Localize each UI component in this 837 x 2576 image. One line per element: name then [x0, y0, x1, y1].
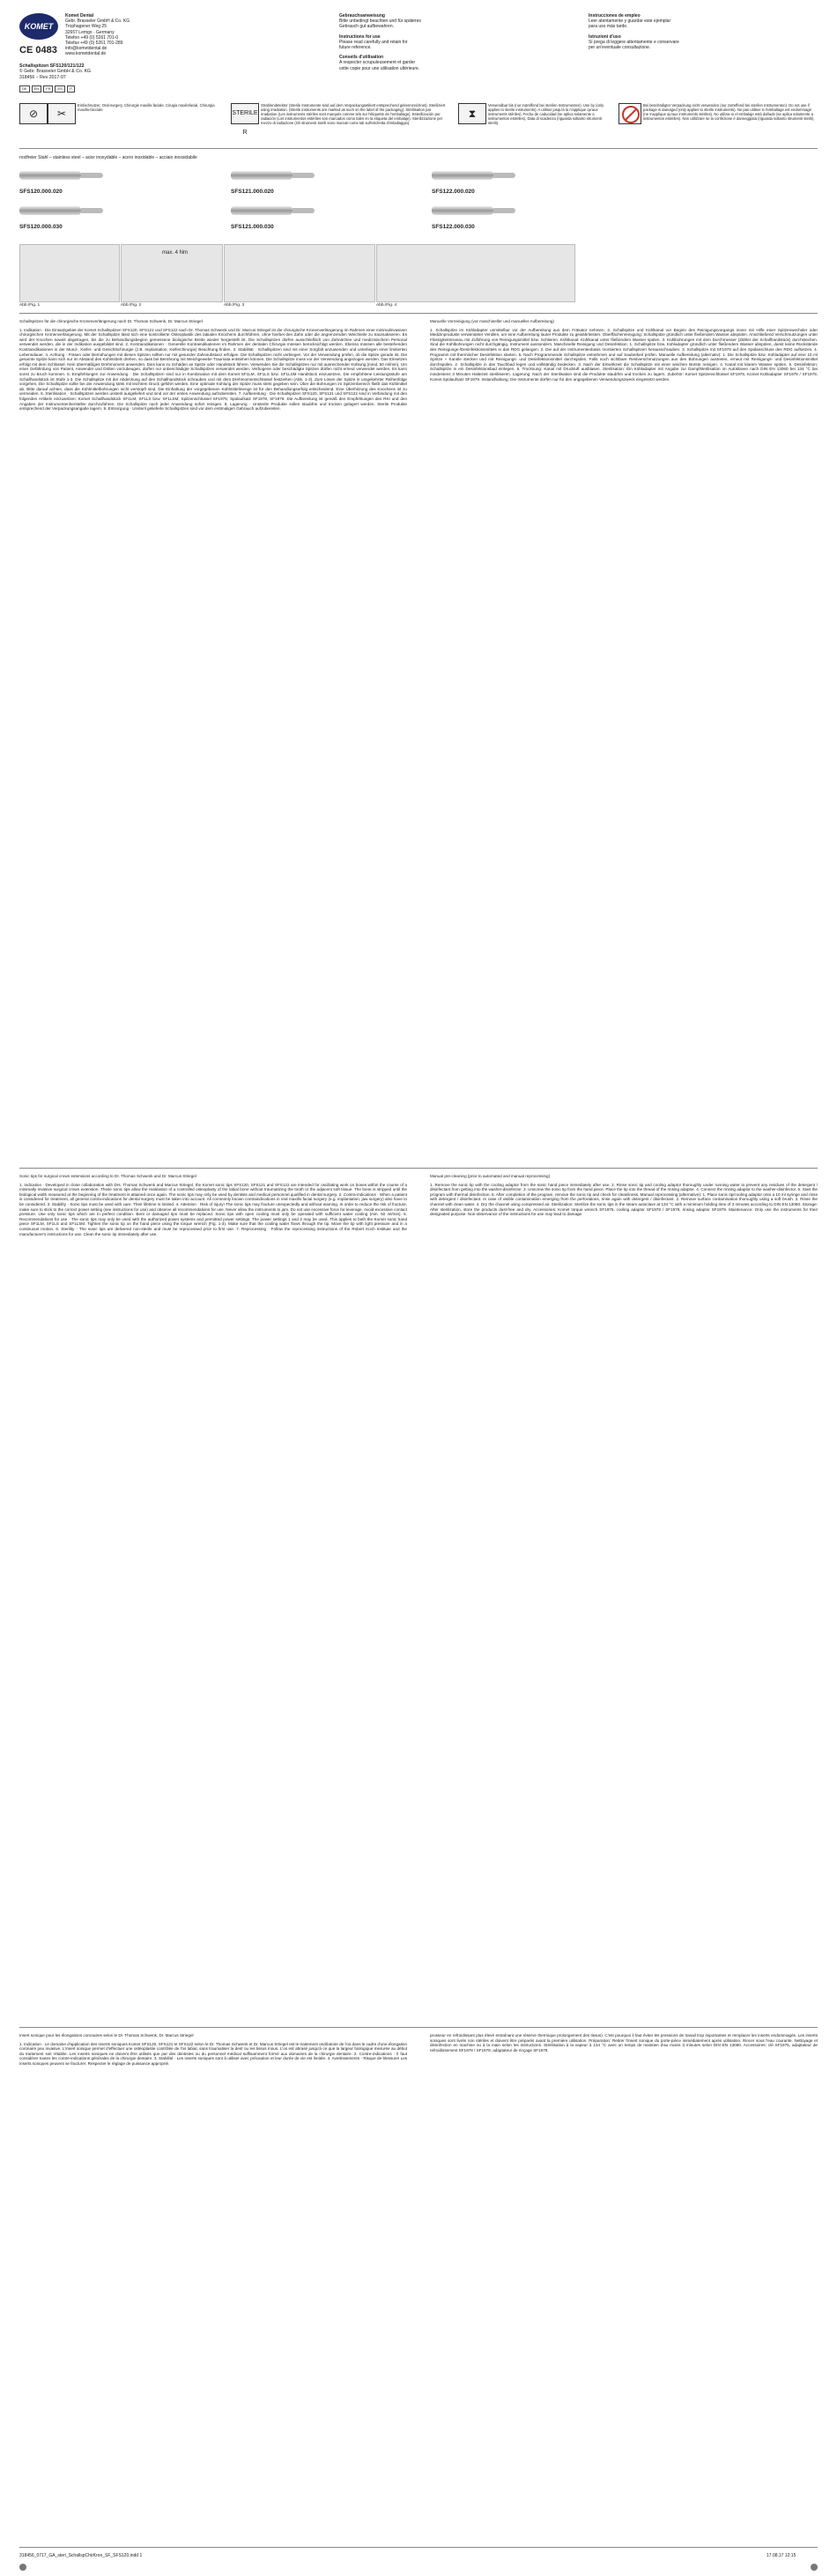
doc-note: future reference. — [339, 45, 372, 51]
symbol-text-surgery: Einfachnutzer, Oral-surgery, Chirurgie maxillo-faciale, Cirugia maxilofacial, Chirurgia maxillo-facciale — [78, 103, 215, 112]
language-code: FR — [43, 85, 53, 93]
section-body: 1. Indikation · Die Einsatzgebiet der Komet Schallspitzen SFS120, SFS121 und SFS122 nach Dr. Thomas Schwenk und Dr. Marcus Striegel ist die chirurgische Kronenverlängerung im Rahmen einer minimalinvasiven chirurgischen Kronenverlängerung. Mit der Schallspitze lässt sich eine kontrollierte Osteoplastik des labialen Knochens durchführen, ohne hierbei den Zahn oder die angrenzenden Weichteile zu traumatisieren. Es wird der Knochen soweit abgetragen, bis die zu Behandlungsbeginn gemessene biologische Breite wieder hergestellt ist. Die Schallspitzen dürfen ausschließlich von Zahnärzten und medizinischem Personal verwendet werden, die in der Indikation ausgebildet sind. 2. Kontraindikationen · Generelle Kontraindikationen im Rahmen der dentalen Chirurgie müssen berücksichtigt werden. Ebenso müssen alle bestehenden Kontraindikationen in der Mund-, Kiefer- und Gesichtschirurgie (z.B. Implantation, Kieferchirurgie) Beachtung finden. 3. Stabilität · Schallspitzen sind mit einer Sorgfalt anzuwenden und unterliegen einer limitierten Lebensdauer. 4. Achtung · Fräsen oder Bemühungen mit diesen Spitzen sollten nur mit gesunder Zahnsubstanz erfolgen. Die Schallspitzen nicht verbiegen. Vor der Verwendung prüfen, ob die Spitze gerade ist. Die gesamte Spitze kann sich nur im Abstand des Kühlmittels drehen, so dass bei Berührung mit Weichgewebe Traumata entstehen können. Die Schallspitze muss vor der Verwendung angezogen werden. Das Einsetzen erfolgt mit dem Schlüssel. Kein übermäßiges Drehmoment anwenden. Dies kann zu Schäden an Spitze oder Handstück führen. Verwenden Sie die Schallspitzen nur mit ausreichender Kühlung (mind. 50 ml/min). Um einer Gefährdung von Patient, Anwender und Dritten vorzubeugen, dürfen nur unbeschädigte Schallspitzen verwendet werden. Verbogene oder beschädigte Spitzen dürfen nicht erneut verwendet werden. Es kann sonst zu Bruch kommen. 5. Empfehlungen zur Anwendung · Die Schallspitzen sind nur in Kombination mit dem Komet SF1LM, SF1LS bzw. SF1LSM Handstück einzusetzen. Die empfohlene Leistungsstufe am Schallhandstück ist Stufe 1-3. Die Schallspitze mit der Abdeckung auf den Schallhandstück schrauben und mit dem Drehmomentschlüssel festziehen (Abb. 1-3). Zum Lösen der Spitze in umgekehrter Reihenfolge vorgehen. Die Schallspitze sollte bei der Anwendung stets mit leichtem Druck geführt werden. Eine optimale Kühlung der Spitze muss stets gegeben sein. Über die Bohrungen im Spitzenbereich fließt das Kühlmittel ab. Bitte darauf achten, dass die Kühlmittelbohrungen nicht verstopft sind. Die Einhaltung der vorgegebenen Kühlmittelmenge ist für den Behandlungserfolg entscheidend. Eine Überhitzung des Knochens ist zu vermeiden. 6. Sterilisation · Schallspitzen werden unsteril ausgeliefert und sind vor der ersten Anwendung aufzubereiten. 7. Aufbereitung · Die Schallspitzen SFS120, SFS121 und SFS122 sind in Verbindung mit den folgenden Artikeln einzusetzen: Komet Schallhandstück SF1LM, SF1LS bzw. SF1LSM; Spitzenschlüssel SF1975; Spülaufsatz SF1978, SF1979. Die Aufbereitung ist gemäß den Empfehlungen des RKI und den Angaben der Instrumentenhersteller durchzuführen. Die Schallspitze nach jeder Anwendung sofort reinigen. 8. Lagerung · Unsterile Produkte sollen staubfrei und trocken gelagert werden. Sterile Produkte entsprechend der Verpackungsangabe lagern. 9. Entsorgung · Unsteril gelieferte Schallspitzen sind vor dem erstmaligen Gebrauch aufzubereiten. — [19, 327, 407, 412]
product-line: 318456 – Rev 2017-07 — [19, 74, 66, 80]
surgery-icon: ✂ — [48, 103, 76, 124]
company-line: Telefax +49 (0) 5261 701-289 — [65, 41, 123, 47]
section-body: 1. Indication · Developed in close collaboration with Drs. Thomas Schwenk and Marcus Striegel, the Komet sonic tips SFS120, SFS121 and SFS122 are intended for oscillating work on bones within the course of a minimally invasive surgical crown extension. These sonic tips allow the realization of a controlled osteoplasty of the labial bone without traumatizing the tooth or the adjacent soft tissue. The bone is stripped until the biological width measured at the beginning of the treatment is attained once again. The sonic tips may only be used by dentists and medical personnel qualified in dental surgery. 2. Contra-indications · When a patient is considered for treatment, all general contra-indications for dental surgery must be taken into account. All commonly known contraindications in oral maxillo facial surgery (e.g. implantation, jaw surgery) also have to be considered. 3. Stability · Sonic tips must be used with care. Their lifetime is limited. 4. Attention · Risk of injury! The sonic tips may fracture unexpectedly and without warning. In order to reduce the risk of fracture, make sure to stick to the correct power setting (see instructions for use) and observe all recommendations for use. Never allow the instruments to jam. Do not use excessive force for leverage. Avoid excessive contact pressure. Use only sonic tips which are in perfect condition. Bent or damaged tips must be replaced. Sonic tips with open cooling must only be operated with sufficient water cooling (min. 50 ml/min). 5. Recommendations for use · The sonic tips may only be used with the authorized power systems and permitted power settings. The power settings 1 and 2 may be used. This applies to both the Komet sonic hand piece SF1LM, SF1LS and SF1LSM. Tighten the sonic tip on the hand piece using the torque wrench (Fig. 1-3). Make sure that the cooling water flows through the tip. Move the tip with light pressure and in a continuous motion. 6. Sterility · The sonic tips are delivered non-sterile and must be reprocessed prior to first use. 7. Reprocessing · Follow the reprocessing instructions of the Robert Koch Institute and the manufacturer's instructions for use. Clean the sonic tip immediately after use. — [19, 1182, 407, 1236]
doc-note: Bitte unbedingt beachten und für späteres — [339, 19, 421, 25]
section-fr-left — [19, 2033, 407, 2067]
symbol-text-use-by: Verwendbar bis (nur zutreffend bei sterilen Instrumenten). Use by (only applies to sterile instruments). A utiliser jusqu'à la n'applique qu'aux instruments stériles). Fecha de caducidad (se aplica solamente a instrumentos estériles). Data di scadenza (riguarda soltanto strumenti sterili). — [488, 103, 604, 125]
footer-date: 17.08.17 12:15 — [767, 2553, 796, 2558]
tool-code: SFS121.000.030 — [231, 224, 274, 230]
tool-code: SFS122.000.020 — [432, 189, 475, 195]
tool-code: SFS120.000.030 — [19, 224, 63, 230]
language-code: ES — [55, 85, 64, 93]
figure-label: Abb./Fig. 3 — [224, 303, 245, 308]
company-line: www.kometdental.de — [65, 51, 107, 57]
sterile-r-icon: STERILE R — [231, 103, 259, 124]
figure-4-image — [376, 244, 575, 302]
company-line: 32657 Lemgo · Germany — [65, 29, 115, 35]
figure-overlay-text: max. 4 Nm — [162, 250, 189, 256]
hourglass-icon: ⧗ — [458, 103, 486, 124]
doc-note: para uso más tarde. — [589, 24, 628, 30]
section-title: Manuelle Vorreinigung (vor maschineller und manueller Aufbereitung) — [430, 319, 554, 323]
doc-note: per un'eventuale consultazione. — [589, 45, 651, 51]
figure-label: Abb./Fig. 2 — [121, 303, 142, 308]
sonic-tip-image — [432, 166, 520, 187]
logo-text: KOMET — [24, 22, 54, 31]
tool-code: SFS121.000.020 — [231, 189, 274, 195]
figure-1-image — [19, 244, 120, 302]
figure-3-image — [224, 244, 375, 302]
doc-note: Leer atentamente y guardar este ejemplar — [589, 19, 671, 25]
section-en-left — [19, 1174, 407, 1236]
company-line: Komet Dental — [65, 13, 94, 19]
company-line: info@kometdental.de — [65, 46, 107, 52]
language-code: DE — [19, 85, 30, 93]
doc-title-de: Gebrauchsanweisung — [339, 13, 385, 19]
symbol-text-sterile: Strahlendetektor (Sterile Instrumente sind auf dem Verpackungsetikett entsprechend gekennzeichnet). Steriliziert using irradiation. (Sterile instruments are marked as such on the label of the packaging). Stérilisation par irradiation (Les instruments stériles sont marqués comme tels sur l'étiquette de l'emballage). Esterilización por radiación (Los instrumentos estériles son marcados como tales en la etiqueta del embalaje). Sterilizzazione per mezzo di radiazione (Gli strumenti sterili sono marcati come tali sull'etichetta d'imballaggio). — [261, 103, 446, 125]
damaged-package-icon — [618, 103, 641, 124]
sonic-tip-image — [231, 201, 319, 222]
section-en-right — [430, 1174, 818, 1217]
symbol-text-damaged: Bei beschädigter Verpackung nicht verwenden (nur zutreffend bei sterilen Instrumenten). Do not use if package is damaged (only applies to sterile instruments). Ne pas utiliser si l'emballage est endommagé (ne s'applique qu'aux instruments stériles). No utilizar si el embalaje está dañado (se aplica solamente a instrumentos estériles). Non utilizzare se la confezione è danneggiata (riguarda soltanto strumenti sterili). — [643, 103, 815, 121]
registration-dot — [811, 2564, 818, 2571]
divider — [19, 2547, 818, 2548]
doc-note: A respecter scrupuleusement et garder — [339, 60, 416, 66]
section-title: Schallspitzen für die chirurgische Kronenverlängerung nach Dr. Thomas Schwenk, Dr. Marcus Striegel — [19, 319, 203, 323]
product-line: Schallspitzen SFS120/121/122 — [19, 63, 85, 69]
doc-title-en: Instructions for use — [339, 33, 381, 40]
divider — [19, 1168, 818, 1169]
language-code: IT — [67, 85, 76, 93]
doc-note: Please read carefully and retain for — [339, 39, 408, 45]
tool-code: SFS122.000.030 — [432, 224, 475, 230]
product-info — [19, 63, 91, 80]
figure-2-image — [121, 244, 223, 302]
section-body: 1. Remove the sonic tip with the cooling adaptor from the sonic hand piece immediately after use. 2. Rinse sonic tip and cooling adaptor thoroughly under running water to prevent any residues of the detergent / disinfectant from getting into the washer-disinfector. 3. Unscrew the sonic tip from the hand piece. Place the tip into the thread of the rinsing adaptor. 4. Connect the rinsing adaptor to the washer-disinfector. 5. Start the program with thermal disinfection. 6. After completion of the program, remove the sonic tip and check for cleanliness. Manual reprocessing (alternative): 1. Place sonic tip/cooling adaptor onto a 10 ml syringe and rinse with detergent / disinfectant. In case of visible contamination emerging from the perforations, rinse again with detergent / disinfectant. 2. Remove surface contamination thoroughly using a soft brush. 3. Rinse the channel with clean water. 4. Dry the channel using compressed air. Sterilization: Sterilize the sonic tips in the steam autoclave at 134 °C with a minimum holding time of 3 minutes according to DIN EN 13060. Storage: After sterilization, store the products dust-free and dry. Accessories: Komet torque wrench SF1975, cooling adaptor SF1978 / SF1979, rinsing adaptor SF1979. Maintenance: Only use the instruments for their designated purpose. Non-observance of the instructions for use may lead to damage. — [430, 1182, 818, 1217]
ce-mark: CE 0483 — [19, 45, 57, 56]
figure-label: Abb./Fig. 1 — [19, 303, 41, 308]
doc-note: Gebrauch gut aufbewahren. — [339, 24, 394, 30]
komet-logo — [19, 13, 58, 40]
section-title: Manual pre-cleaning (prior to automated and manual reprocessing) — [430, 1174, 551, 1178]
doc-title-es: Instrucciones de empleo — [589, 13, 641, 19]
material-text: rostfreier Stahl – stainless steel – acier inoxydable – acero inoxidable – acciaio inossidabile — [19, 155, 197, 160]
sonic-tip-image — [231, 166, 319, 187]
company-line: Trophagener Weg 25 — [65, 24, 107, 30]
company-line: Telefon +49 (0) 5261 701-0 — [65, 34, 119, 41]
language-code: EN — [32, 85, 42, 93]
section-body: prosseur en refroidissant plus élevé entraînant une réserve thermique prolongement des tissus). C'est pourquoi il faut éviter les pressions de travail trop importantes et remplacer les inserts endommagés. Les inserts soniques sont livrés non stériles et doivent être préparés avant la première utilisation. Préparation: Retirer l'insert sonique du porte-pièce immédiatement après utilisation. Rincer sous l'eau courante. Nettoyage et désinfection en machine ou à la main selon les instructions. Stérilisation à la vapeur à 134 °C avec un temps de maintien d'au moins 3 minutes selon DIN EN 13060. Accessoires: clé SF1975, adaptateur de refroidissement SF1978 / SF1979, adaptateur de rinçage SF1979. — [430, 2033, 818, 2053]
doc-note: cette copie pour une utilisation ultérieure. — [339, 65, 420, 71]
section-de-right — [430, 319, 818, 382]
sonic-tip-image — [19, 201, 107, 222]
header-de — [339, 13, 493, 71]
section-fr-right — [430, 2033, 818, 2053]
company-address — [65, 13, 130, 57]
company-line: Gebr. Brasseler GmbH & Co. KG — [65, 19, 130, 25]
doc-title-it: Istruzioni d'uso — [589, 33, 621, 40]
section-title: Sonic tips for surgical crown extensions according to Dr. Thomas Schwenk and Dr. Marcus Striegel — [19, 1174, 196, 1178]
divider — [19, 148, 818, 149]
sonic-tip-image — [19, 166, 107, 187]
single-use-icon: ⊘ — [19, 103, 48, 124]
header-es-it — [589, 13, 765, 50]
doc-note: Si prega di leggere attentamente e conservare — [589, 39, 679, 45]
print-registration-marks — [19, 2563, 818, 2572]
language-flags — [19, 85, 75, 93]
section-body: 1. Indication · Le domaine d'application des inserts soniques Komet SFS120, SFS121 et SFS122 selon le Dr. Thomas Schwenk et Dr. Marcus Striegel est le traitement oscillatoire de l'os dans le cadre d'une élongation coronaire peu invasive. L'insert sonique permet d'effectuer une ostéoplastie contrôlée de l'os labial, sans traumatiser la dent ou les tissus mous. L'os est abrasé jusqu'à ce que la largeur biologique mesurée au début du traitement soit rétablie. Les inserts soniques ne doivent être utilisés que par des dentistes ou du personnel médical suffisamment formé aux domaines de la chirurgie dentaire. 2. Contre-indications · Il faut considérer toutes les contre-indications générales de la chirurgie dentaire. 3. Stabilité · Les inserts soniques sont à utiliser avec précaution et leur durée de vie est limitée. 4. Avertissements · Risque de blessure! Les inserts soniques peuvent se fracturer. Respecter le réglage de puissance approprié. — [19, 2041, 407, 2066]
figure-label: Abb./Fig. 4 — [376, 303, 397, 308]
divider — [19, 2027, 818, 2028]
registration-dot — [19, 2564, 26, 2571]
section-de-left — [19, 319, 407, 412]
section-body: 1. Schallspitze im Kühladapter unmittelbar vor der Aufbereitung aus dem Fräsator nehmen. 2. Schallspitze und Kühlkanal vor Beginn des Reinigungsvorgangs innen mit Hilfe einer Spitzenwechsler oder Medizinprodukte verwendeter Ventilen, um eine Aufbereitung lauter Produkte zu gewährleisten. Oberflächenreinigung: Schallspitze gründlich unter fließendem Wasser abspülen. Anschließend Verschmutzungen unter Flüssigkeitsniveau mit Zuführung von Reinigungsmittel bzw. Schlieren. Kühlkanal: Kühlkanal unter fließendem Wasser spülen. 3. Kühlbohrungen mit dem Durchmesser (Zähler der Schallhandstück) durchstechen. Sind die Kühlbohrungen nicht durchgängig, Instrument aussondern. Maschinelle Reinigung und Desinfektion: 1. Schallspitze bzw. Kühladapter gründlich unter fließendem Wasser abspülen, damit keine Rückstände des Reinigungs-/Desinfektionsmittels in das RDG gelangen. 2. Die auf der Instrumentenbasis montierten Schallspitzen herausschrauben. 3. Schallspitze mit SF1979 auf den Spülanschluss des RDG aufsetzen. 4. Programm mit thermischer Desinfektion starten. 5. Nach Programmende Schallspitze entnehmen und auf Sauberkeit prüfen. Manuelle Aufbereitung (alternativ): 1. Die Schallspitze bzw. Kühladapter auf eine 10 ml Spritze + Kanüle stecken und mit Reinigungs- und Desinfektionsmittel durchspülen. Falls noch sichtbare Restverschmutzungen aus den Bohrungen austreten, erneut mit Reinigungs- und Desinfektionsmittel durchspülen. 2. Schallspitze in das Tauchbad legen und vollständig bedecken. 3. Nach der Einwirkzeit die Schallspitze mit einer weichen Bürste reinigen. 4. Kanal mit klarem Wasser spülen. 5. Desinfektion: Schallspitze in ein Desinfektionsbad einlegen. 6. Trocknung: Kanal mit Druckluft ausblasen. Sterilisation: Ein Kühladapter mit Angabe zur Dampfsterilisation im Autoklaven nach DIN EN 13060 bei 134 °C bei mindestens 3 Minuten Haltezeit sterilisieren. Lagerung: Nach der Sterilisation sind die Produkte staubfrei und trocken zu lagern. Zubehör: Komet Spitzenschlüssel SF1975, Komet Kühladapter SF1978 / SF1979, Komet Spülaufsatz SF1979. Instandhaltung: Die Instrumente dürfen nur für den angegebenen Verwendungszweck eingesetzt werden. — [430, 327, 818, 382]
section-title: Insert sonique pour les élongations coronaires selon le Dr. Thomas Schwenk, Dr. Marcus Striegel — [19, 2033, 194, 2038]
product-line: © Gebr. Brasseler GmbH & Co. KG — [19, 69, 92, 75]
sonic-tip-image — [432, 201, 520, 222]
footer-file: 318456_0717_GA_steri_SchallspChirKron_SF_SFS120.indd 1 — [19, 2553, 143, 2558]
divider — [19, 313, 818, 314]
doc-title-fr: Conseils d'utilisation — [339, 55, 384, 61]
tool-code: SFS120.000.020 — [19, 189, 63, 195]
